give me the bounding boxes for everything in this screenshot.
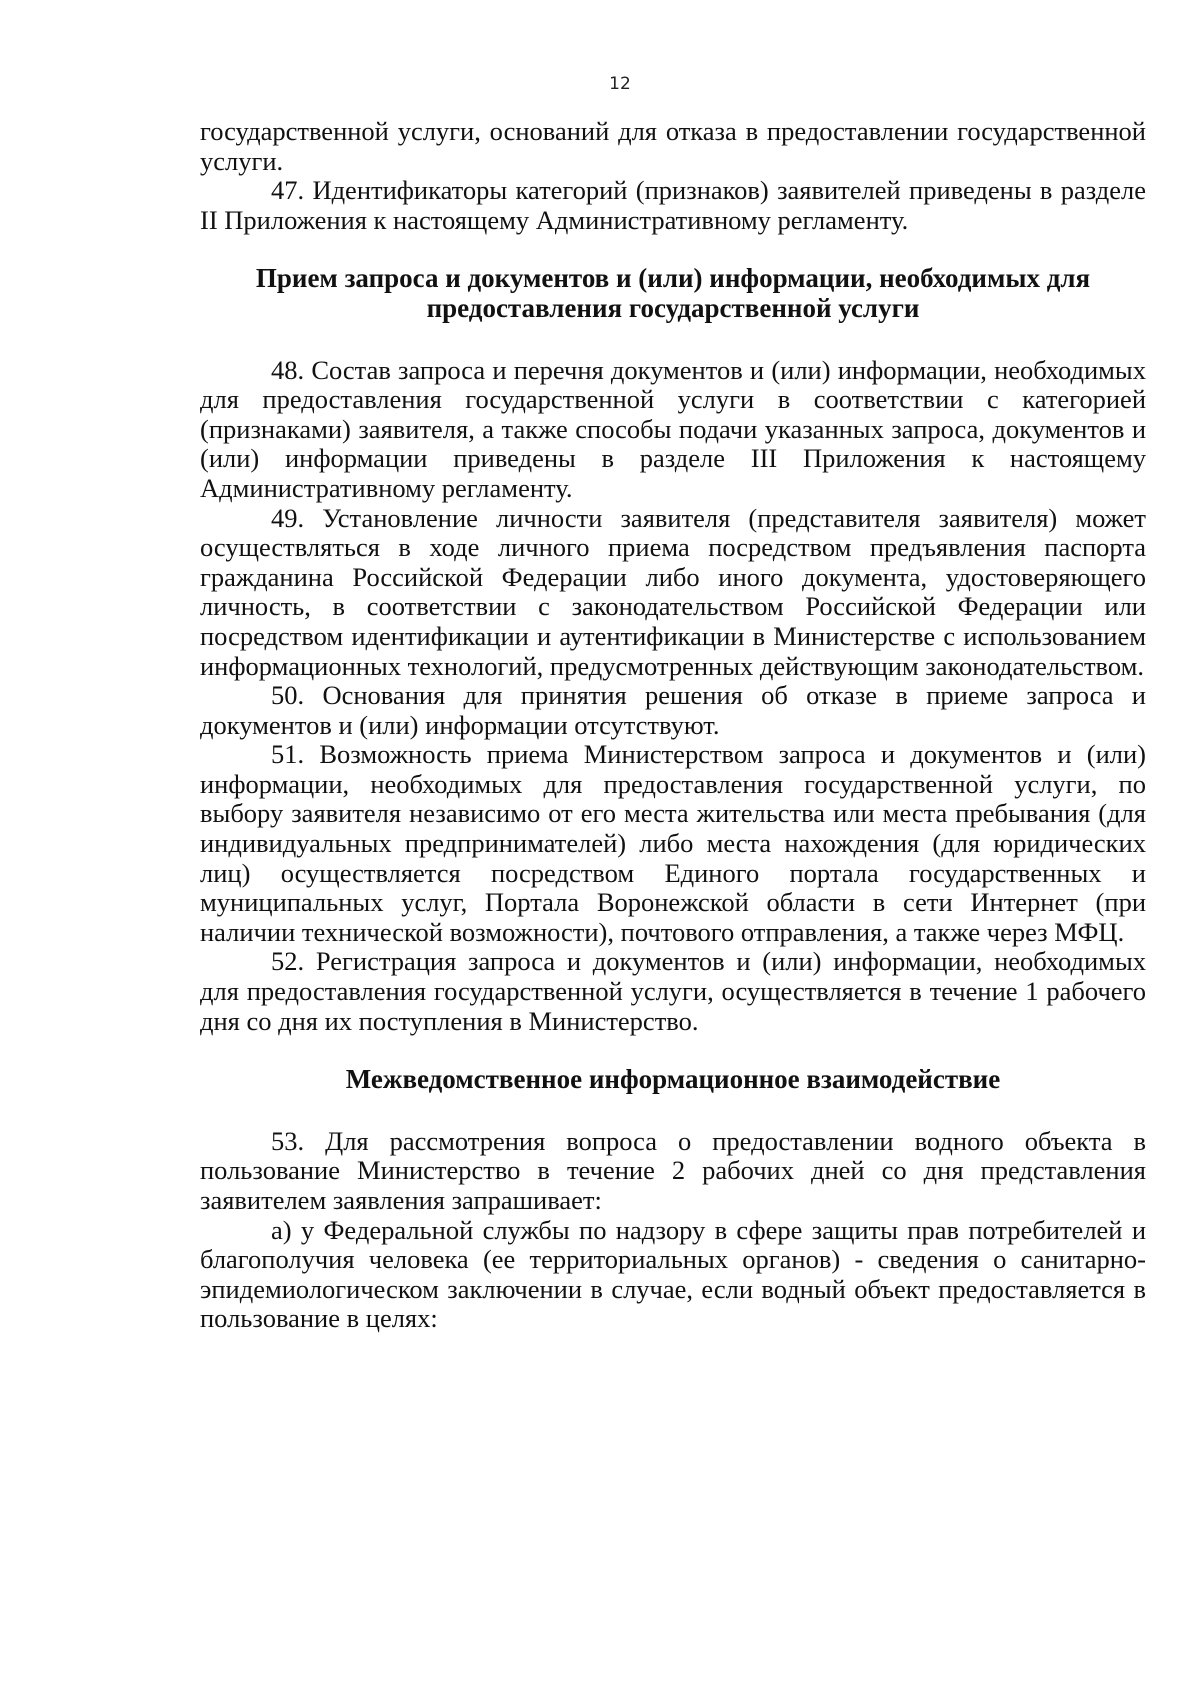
document-body <box>200 117 1146 1334</box>
paragraph-47: 47. Идентификаторы категорий (признаков) заявителей приведены в разделе II Приложения к настоящему Административному регламенту. <box>200 175 1146 235</box>
paragraph-53: 53. Для рассмотрения вопроса о предоставлении водного объекта в пользование Министерство в течение 2 рабочих дней со дня представления заявителем заявления запрашивает: <box>200 1125 1146 1215</box>
paragraph-51: 51. Возможность приема Министерством запроса и документов и (или) информации, необходимых для предоставления государственной услуги, по выбору заявителя независимо от его места жительства или места пребывания (для индивидуальных предпринимателей) либо места нахождения (для юридических лиц) осуществляется посредством Единого портала государственных и муниципальных услуг, Портала Воронежской области в сети Интернет (при наличии технической возможности), почтового отправления, а также через МФЦ. <box>200 739 1146 947</box>
paragraph-53-a: а) у Федеральной службы по надзору в сфере защиты прав потребителей и благополучия человека (ее территориальных органов) - сведения о санитарно-эпидемиологическом заключении в случае, если водный объект предоставляется в пользование в целях: <box>200 1214 1146 1334</box>
section-heading-interagency: Межведомственное информационное взаимодействие <box>345 1064 1001 1095</box>
paragraph-48: 48. Состав запроса и перечня документов и (или) информации, необходимых для предоставления государственной услуги в соответствии с категорией (признаками) заявителя, а также способы подачи указанных запроса, документов и (или) информации приведены в разделе III Приложения к настоящему Административному регламенту. <box>200 354 1146 503</box>
section-heading-reception: Прием запроса и документов и (или) информации, необходимых для предоставления государственной услуги <box>255 263 1091 323</box>
page-number: 12 <box>609 74 631 94</box>
paragraph-49: 49. Установление личности заявителя (представителя заявителя) может осуществляться в ходе личного приема посредством предъявления паспорта гражданина Российской Федерации либо иного документа, удостоверяющего личность, в соответствии с законодательством Российской Федерации или посредством идентификации и аутентификации в Министерстве с использованием информационных технологий, предусмотренных действующим законодательством. <box>200 502 1146 681</box>
paragraph-50: 50. Основания для принятия решения об отказе в приеме запроса и документов и (или) информации отсутствуют. <box>200 680 1146 740</box>
paragraph-continuation: государственной услуги, оснований для отказа в предоставлении государственной услуги. <box>200 116 1146 176</box>
paragraph-52: 52. Регистрация запроса и документов и (или) информации, необходимых для предоставления государственной услуги, осуществляется в течение 1 рабочего дня со дня их поступления в Министерство. <box>200 946 1146 1036</box>
